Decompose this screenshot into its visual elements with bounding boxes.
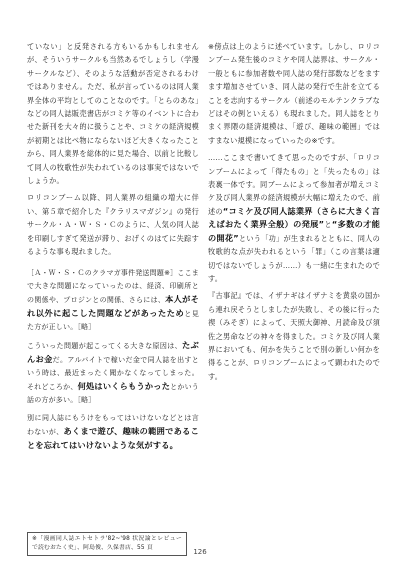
- quote-text: こういった問題が起こってくる大きな原因は、: [27, 341, 183, 350]
- emphasis-text: たぶんお金: [27, 339, 199, 364]
- footnote-marker: ※: [311, 135, 318, 145]
- body-text: ※傍点は上のように述べています。しかし、ロリコンブーム発生後のコミケや同人誌界は、サークル・一般ともに参加者数や同人誌の発行部数などをますます増加させていき、同人誌の発行で生計を立てることを志向するサークル（前述のモルテンクラブなどはその例といえる）も現れました。同人誌をとりまく界隈の経済規模は、「遊び、趣味の範囲」ではすまない規模になっていったの: [208, 42, 380, 145]
- emphasis-text: 本人がそれ以外に起こした問題などがあったため: [27, 293, 199, 319]
- body-text: という「功」が生まれるとともに、同人の牧歌的な点が失われるという「罪」（この言葉は適切ではないでしょうが……）も一緒に生まれたのです。: [208, 233, 380, 283]
- quote-paragraph: [27, 267, 199, 335]
- body-paragraph: ロリコンブーム以降、同人業界の組織の増大に伴い、第５章で紹介した『クラリスマガジン』の発行サークル・Ａ・Ｗ・Ｓ・Ｃのように、人気の同人誌を印刷しすぎて発送が滞り、おげくのはてに失踪するような事も現れました。: [27, 193, 199, 257]
- body-text: ……ここまで書いてきて思ったのですが、「ロリコンブームによって「得たもの」と「失ったもの」は表裏一体です。同ブームによって参加者が増えコミケ及び同人業界の経済規模が大幅に増えたので、前述の: [208, 153, 380, 216]
- body-paragraph: [208, 40, 380, 147]
- emphasis-text: あくまで遊び、趣味の範囲であることを忘れてはいけないような気がする。: [27, 425, 199, 450]
- quote-text: と見た方が正しい。［略］: [27, 310, 199, 332]
- body-text: と: [324, 220, 332, 230]
- quote-text: だ。アルバイトで稼いだ金で同人誌を出すという時は、最近まったく聞かなくなってしまった。それどころか、: [27, 355, 199, 392]
- emphasis-text: “コミケ及び同人誌業界（さらに大きく言えばおたく業界全般）の発展”: [208, 205, 380, 230]
- quote-paragraph: [27, 412, 199, 454]
- emphasis-text: “多数の才能の開花”: [208, 219, 380, 243]
- left-column: [27, 40, 199, 457]
- emphasis-text: 何処はいくらもうかった: [77, 381, 171, 392]
- right-column: [208, 40, 380, 387]
- block-quote: [27, 267, 199, 454]
- page-number: 126: [193, 548, 207, 556]
- body-paragraph: [208, 151, 380, 285]
- quote-paragraph: [27, 339, 199, 408]
- body-paragraph: ていない」と反発される方もいるかもしれませんが、そういうサークルも当然あるでしょうし（学漫サークルなど）、そのような活動が否定されるわけではありません。ただ、私が言っているのは同人業界全体の平均としてのことなのです。「とらのあな」などの同人誌販売書店がコミケ等のイベントに合わせた新刊を大々的に扱うことや、コミケの経済規模が初期とは比べ物にならないほど大きくなったことから、同人業界を総体的に見た場合、以前と比較して同人の牧歌性が失われているのは事実ではないでしょうか。: [27, 42, 199, 186]
- quote-text: ［Ａ・Ｗ・Ｓ・Ｃのクラマガ事件発送問題※］ここまで大きな問題になっていったのは、経済、印刷所との関係や、プロジンとの関係、さらには、: [27, 268, 199, 304]
- body-text: です。: [317, 135, 340, 145]
- quote-text: 別に同人誌にもうけをもってはいけないなどとは言わないが、: [27, 413, 199, 436]
- body-paragraph: 『古事記』では、イザナギはイザナミを黄泉の国から連れ戻そうとしましたが失敗し、その後に行った禊（みそぎ）によって、天照大御神、月読命及び須佐之男命などの神々を得ました。コミケ及び同人業界においても、何かを失うことで別の新しい何かを得ることが、ロリコンブームによって顕われたのです。: [208, 291, 380, 381]
- footnote-text: ※「漫画同人誌エトセトラ'82~'98 状況論とレビューで読むおたく史」、阿島俊、久保書店、55 頁: [32, 536, 182, 551]
- quote-text: とかいう話の方が多い。［略］: [27, 383, 199, 405]
